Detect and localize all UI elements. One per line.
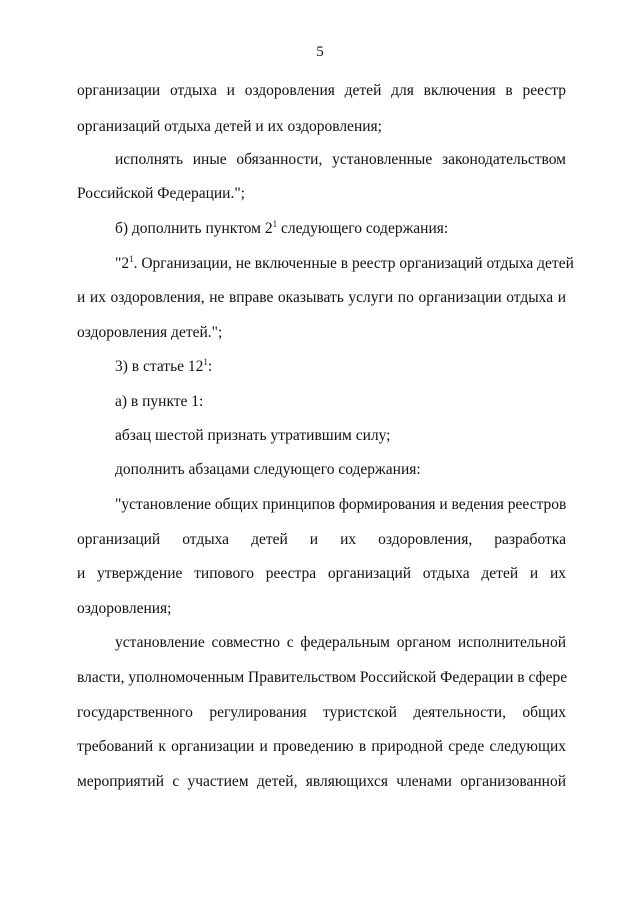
text-line: и их оздоровления, не вправе оказывать услуги по организации отдыха и bbox=[77, 289, 566, 306]
text-line: и утверждение типового реестра организаций отдыха детей и их bbox=[77, 565, 566, 582]
text-line: исполнять иные обязанности, установленные законодательством bbox=[115, 151, 566, 168]
superscript: 1 bbox=[129, 254, 134, 264]
text-line: абзац шестой признать утратившим силу; bbox=[115, 427, 391, 444]
text-fragment: : bbox=[207, 358, 213, 375]
text-line: государственного регулирования туристской деятельности, общих bbox=[77, 704, 566, 721]
text-line bbox=[115, 359, 566, 374]
text-line: организаций отдыха детей и их оздоровления, разработка bbox=[77, 531, 566, 548]
superscript: 1 bbox=[203, 357, 208, 367]
text-line: организации отдыха и оздоровления детей для включения в реестр bbox=[77, 82, 566, 99]
text-fragment: б) дополнить пунктом 2 bbox=[115, 220, 273, 237]
text-line: дополнить абзацами следующего содержания: bbox=[115, 461, 421, 478]
text-fragment: . Организации, не включенные в реестр организаций отдыха детей bbox=[133, 255, 574, 272]
text-line bbox=[115, 254, 574, 272]
text-line: установление совместно с федеральным органом исполнительной bbox=[115, 634, 566, 651]
text-line: требований к организации и проведению в природной среде следующих bbox=[77, 738, 566, 755]
text-line: оздоровления детей."; bbox=[77, 324, 223, 341]
text-line: мероприятий с участием детей, являющихся членами организованной bbox=[77, 773, 566, 790]
text-line: Российской Федерации."; bbox=[77, 185, 245, 202]
text-line: власти, уполномоченным Правительством Российской Федерации в сфере bbox=[77, 669, 568, 686]
text-line: а) в пункте 1: bbox=[115, 393, 204, 410]
text-line: "установление общих принципов формирования и ведения реестров bbox=[115, 496, 567, 513]
text-line: организаций отдыха детей и их оздоровления; bbox=[77, 118, 382, 135]
text-fragment: следующего содержания: bbox=[280, 220, 449, 237]
text-line: оздоровления; bbox=[77, 600, 172, 617]
page-number: 5 bbox=[316, 44, 324, 60]
text-fragment: "2 bbox=[115, 255, 130, 272]
text-line bbox=[115, 221, 566, 236]
superscript: 1 bbox=[272, 219, 278, 229]
text-fragment: 3) в статье 12 bbox=[115, 358, 204, 375]
